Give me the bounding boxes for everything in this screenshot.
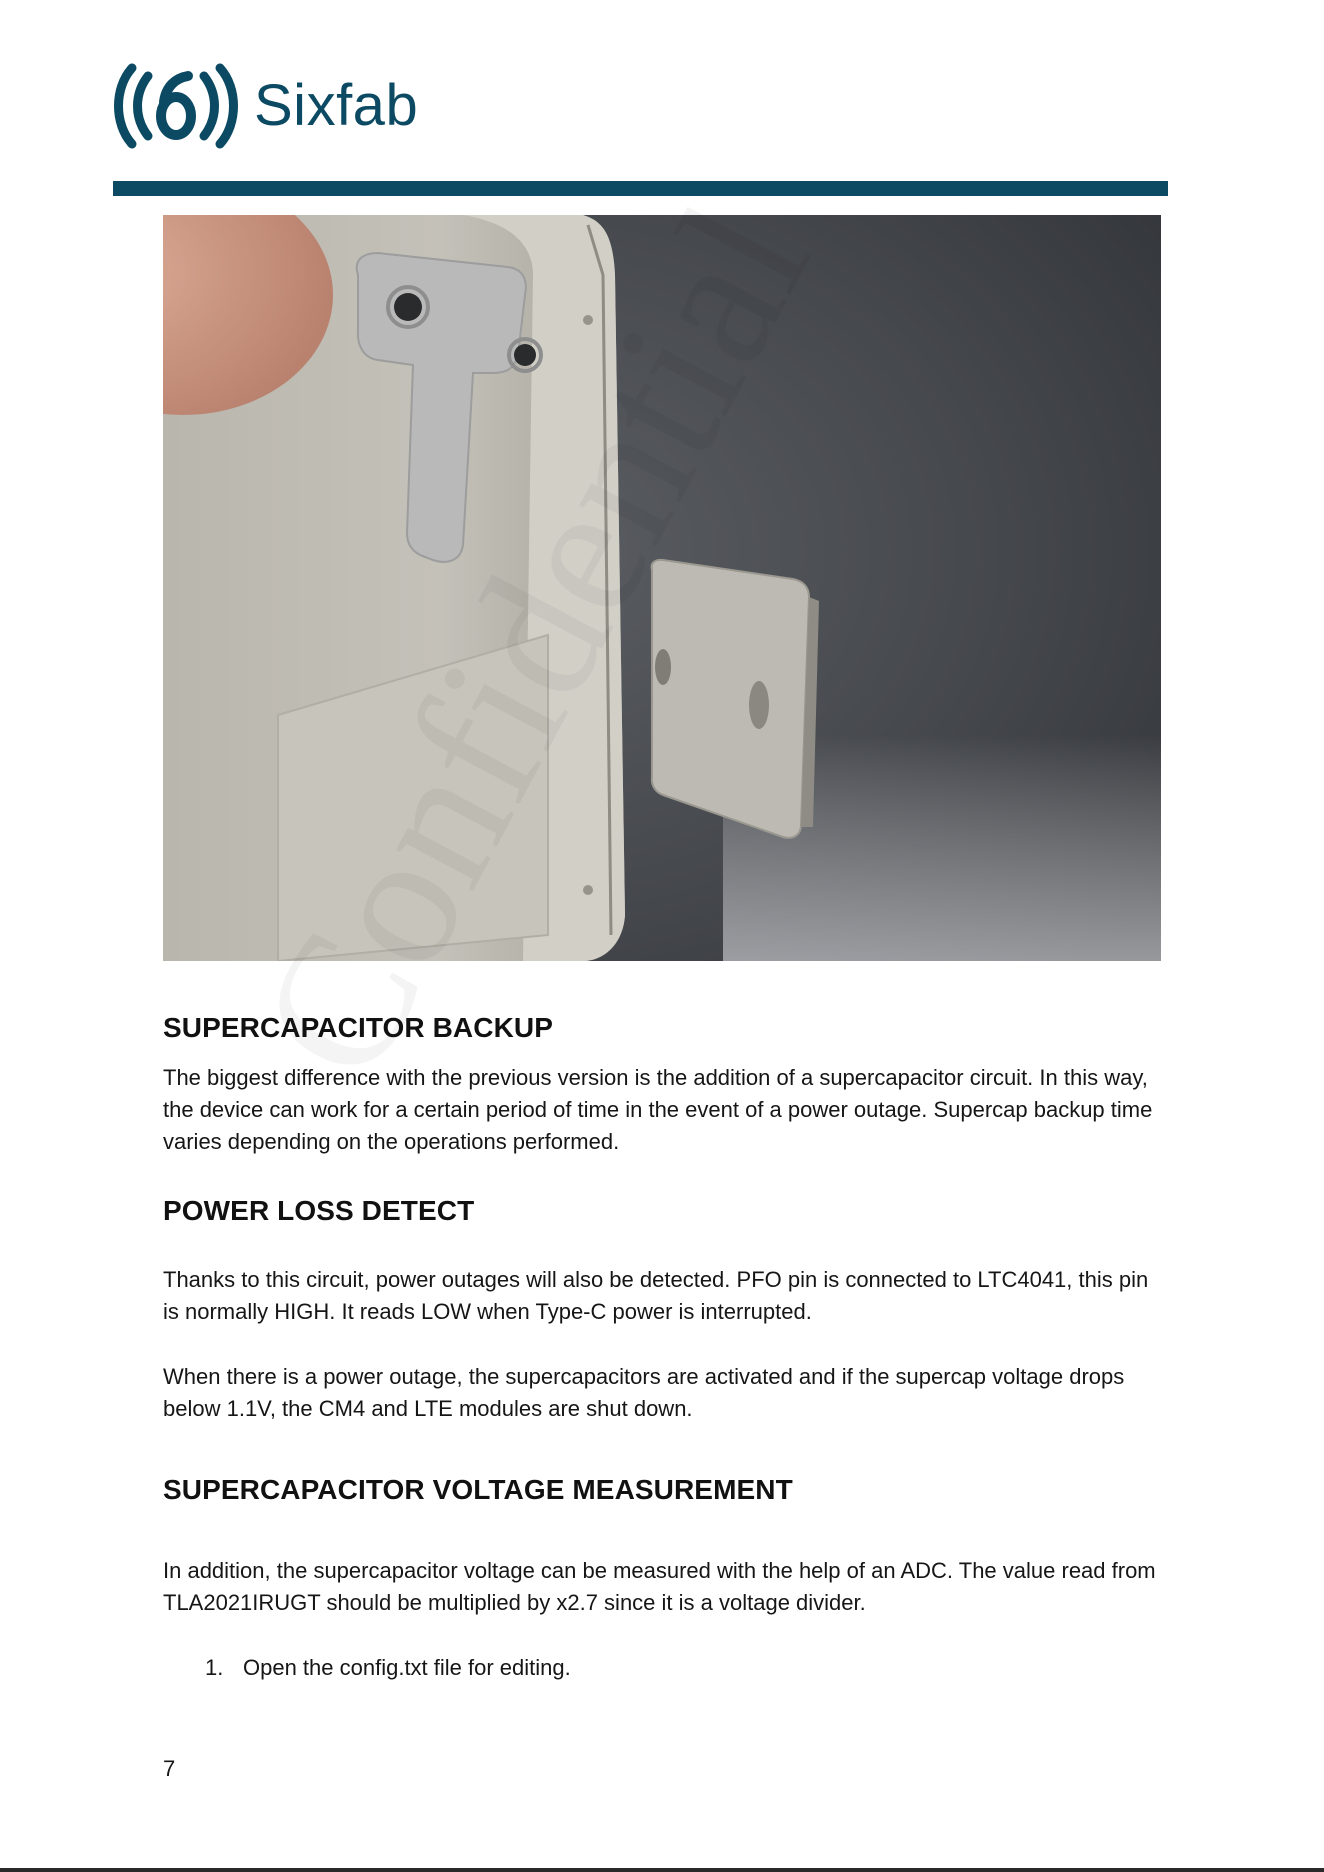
sixfab-logo (112, 58, 418, 154)
header-bar (113, 181, 1168, 196)
step-text: Open the config.txt file for editing. (243, 1655, 571, 1680)
enclosure-photo (163, 215, 1161, 961)
section-heading-supercapacitor-voltage-measurement: SUPERCAPACITOR VOLTAGE MEASUREMENT (163, 1474, 793, 1505)
step-list-item (205, 1652, 571, 1684)
brand-name: Sixfab (254, 73, 419, 138)
section-paragraph: The biggest difference with the previous version is the addition of a supercapacitor circuit. In this way, the device can work for a certain period of time in the event of a power outage. Supercap backup time varies depending on the operations performed. (163, 1065, 1153, 1154)
step-number: 1. (205, 1655, 224, 1680)
section-paragraph: When there is a power outage, the supercapacitors are activated and if the supercap voltage drops below 1.1V, the CM4 and LTE modules are shut down. (163, 1364, 1125, 1421)
page-bottom-edge (0, 1868, 1324, 1872)
signal-logo-icon (112, 58, 240, 154)
section-heading-supercapacitor-backup: SUPERCAPACITOR BACKUP (163, 1012, 553, 1043)
section-paragraph: Thanks to this circuit, power outages will also be detected. PFO pin is connected to LTC4041, this pin is normally HIGH. It reads LOW when Type-C power is interrupted. (163, 1267, 1149, 1324)
page-number: 7 (163, 1756, 176, 1781)
section-heading-power-loss-detect: POWER LOSS DETECT (163, 1195, 475, 1226)
section-paragraph: In addition, the supercapacitor voltage can be measured with the help of an ADC. The value read from TLA2021IRUGT should be multiplied by x2.7 since it is a voltage divider. (163, 1558, 1156, 1615)
